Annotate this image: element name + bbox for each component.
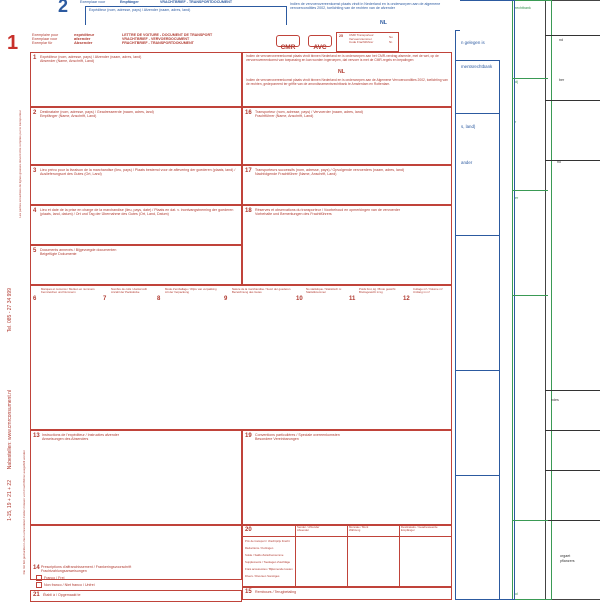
column-number: 6 [33, 296, 37, 302]
box-number: 3 [33, 168, 37, 174]
box-2-consignee[interactable] [30, 107, 242, 165]
table20-row-label: Divers / Diversen Sonstiges [245, 574, 280, 578]
title-line: FRACHTBRIEF - TRANSPORTDOKUMENT [122, 41, 194, 46]
green-label: d) [515, 80, 519, 84]
goods-table[interactable] [30, 285, 452, 430]
title-line: VRACHTBRIEF - VERVOERDOCUMENT [122, 37, 190, 42]
table20-row-labels [245, 538, 295, 580]
non-franco-label: Non franco / Niet franco / Unfrei [44, 582, 95, 587]
column-number: 12 [403, 296, 410, 302]
top-sheet-nl-note: Indien de vervoerovereenkomst plaats vindt in Nederland en is onderworpen aan de algemene vervoercondities 2002, toelichting van de rechten van de afzender [290, 2, 441, 11]
table20-row-label: Prix de transport / Vrachtprijs Fracht [245, 539, 290, 543]
copy-labels [32, 33, 72, 46]
copy-value: expéditeur [74, 32, 95, 37]
column-label: Nature de la marchandise / Soort der goederen Bezeichnung des Gutes [232, 287, 291, 295]
dark-label: nd [559, 38, 563, 42]
column-11 [349, 287, 401, 305]
dark-sheet-lines [545, 0, 600, 600]
copy-values [74, 33, 114, 46]
payment-options [36, 575, 176, 588]
top-sheet-copy-value: Empfänger [120, 0, 139, 4]
column-number: 8 [157, 296, 161, 302]
box-label: Transporteurs successifs (nom, adresse, pays) / Opvolgende vervoerders (naam, adres, land) Nachfolgende Frachtführer (Name, Anschrift, Land) [255, 168, 405, 177]
top-sheet-header: VRACHTBRIEF - TRANSPORTDOCUMENT [160, 0, 233, 4]
box-13-sender-instructions[interactable] [30, 430, 242, 525]
nl-clause-box [242, 52, 452, 107]
column-8 [157, 287, 223, 305]
cmr-text: CMR [280, 44, 296, 51]
dark-label: no [557, 160, 561, 164]
column-label: Cubage m³ / Volume m³ Umfang in m³ [413, 287, 443, 295]
bottom-label: pflanzers [560, 559, 575, 563]
box-25-line: Vervoersnummer [349, 36, 372, 41]
side-note-de: Die mit fett gedruckten Linien umrandeten Felder müssen vom Frachtführer ausgefüllt werden [22, 450, 26, 575]
blue-label: n gelegen is [461, 40, 485, 45]
box-5-documents[interactable] [30, 245, 242, 285]
copy-line: Exemplaar voor [32, 37, 58, 42]
table20-row-label: Réductions / Kortingen [245, 546, 274, 550]
box-25-line: Code Frachtführer [349, 40, 374, 45]
top-sheet-number: 2 [58, 0, 69, 16]
nl-clause-1: Indien de vervoerovereenkomst plaats vindt binnen Nederland en is onderworpen aan het CMR-verdrag alsmede, met de wet, op de vervoerovereenkomst van toepassing en kan worden ingeroepen, dat vervoer is met de CMR-regels en bepalingen [246, 54, 439, 62]
table20-row-label: Frais accessoires / Bijkomende kosten [245, 567, 293, 571]
column-number: 7 [103, 296, 107, 302]
box-25-no: No [389, 35, 393, 39]
column-7 [103, 287, 155, 305]
column-12 [403, 287, 451, 305]
box-number: 5 [33, 248, 37, 254]
box-number: 20 [245, 527, 252, 533]
box-number: 14 [33, 565, 40, 571]
top-sheet-field-label: Expéditeur (nom, adresse, pays) / Afzender (naam, adres, land) [89, 8, 191, 12]
box-1-sender[interactable] [30, 52, 242, 107]
green-label: r [515, 120, 517, 124]
box-label: Lieu et date de la prise en charge de la marchandise (lieu, pays, date) / Plaats en dat. v. inontvangstneming der goederen (plaats, land, datum) / Ort und Tag der Übernahme des Gutes (Ort, Land, Datum) [40, 208, 234, 217]
green-label: er [515, 196, 519, 200]
top-sheet-nl: NL [380, 20, 387, 26]
title-line: LETTRE DE VOITURE - DOCUMENT DE TRANSPORT [122, 33, 213, 37]
box-label: Instructions de l'expéditeur / Instructies afzender Anweisungen des Absenders [42, 433, 119, 442]
box-number: 17 [245, 168, 252, 174]
column-label: Poids brut, kg / Bruto gewicht Bruttogewicht in kg [359, 287, 396, 295]
top-sheet-copy-label: Exemplaar voor [80, 0, 106, 4]
copy-line: Exemplaire pour [32, 33, 59, 37]
sheet-range-text: 1-15, 19 + 21 + 22 [7, 480, 13, 521]
box-number: 1 [33, 55, 37, 61]
box-25-nr: Nr. [389, 40, 393, 44]
copy-value: afzender [74, 36, 91, 42]
box-number: 4 [33, 208, 37, 214]
box-number: 16 [245, 110, 252, 116]
franco-checkbox[interactable] [36, 575, 42, 581]
table20-header: Monnaie / Munt Währung [349, 525, 369, 533]
avc-text: AVC [313, 44, 327, 51]
cmr-badge [276, 35, 300, 51]
box-21-established[interactable] [30, 590, 242, 602]
blue-label: s, land) [461, 124, 476, 129]
avc-badge [308, 35, 332, 51]
box-number: 13 [33, 433, 40, 439]
column-label: Marques et numéros / Merken en nummers Kennzeichen und Nummern [41, 287, 95, 295]
column-number: 9 [224, 296, 228, 302]
blue-label: ander [461, 160, 473, 165]
non-franco-checkbox[interactable] [36, 582, 42, 588]
box-20-charges-table[interactable] [242, 525, 452, 587]
box-label: Rembours / Terugbetaling [255, 590, 297, 594]
bottom-label: orgaet [560, 554, 571, 558]
nl-mark: NL [338, 69, 345, 75]
column-number: 11 [349, 296, 356, 302]
box-label: Prescriptions d'affranchissement / Frankeringsvoorschrift Frachtzahlungsanweisungen [41, 565, 132, 574]
box-18-carrier-remarks[interactable] [242, 205, 452, 285]
blue-sheet-lines [455, 0, 515, 600]
box-25-number: 25 [339, 34, 343, 38]
dark-label: ber [559, 78, 565, 82]
column-label: Mode d'emballage / Wijze van verpakking Art der Verpackung [165, 287, 217, 295]
box-number: 18 [245, 208, 252, 214]
box-19-special-agreements[interactable] [242, 430, 452, 525]
box-label: Destinataire (nom, adresse, pays) / Geadresseerde (naam, adres, land) Empfänger (Name, Anschrift, Land) [40, 110, 154, 119]
main-sheet-number: 1 [7, 32, 19, 54]
green-sheet-lines [512, 0, 552, 600]
dark-label: ndes [551, 398, 559, 402]
box-15-cash-on-delivery[interactable] [242, 587, 452, 600]
box-number: 19 [245, 433, 252, 439]
column-10 [296, 287, 346, 305]
box-25 [336, 32, 399, 52]
blue-label: mentsrechtbank [461, 64, 493, 69]
top-sheet [40, 0, 460, 31]
green-label: ol [515, 592, 518, 596]
box-number: 21 [33, 592, 40, 598]
column-label: No statistique / Statistisch nr. Statistiknummer [306, 287, 342, 295]
column-label: Nombre de colis / Aantal colli Anzahl der Packstücke [111, 287, 147, 295]
table20-row-label: Solde / Saldo Zwischensumme [245, 553, 284, 557]
table20-header: Sender / Afzender Absender [297, 525, 320, 533]
box-number: 15 [245, 589, 252, 595]
box-label: Documents annexés / Bijgevoegde documenten Beigefügte Dokumente [40, 248, 117, 257]
green-label: rechtbank [515, 6, 531, 10]
box-label: Expéditeur (nom, adresse, pays) / Afzender (naam, adres, land) Absender (Name, Anschrift, Land) [40, 55, 142, 64]
table20-header: Destinataire / Geadresseerde Empfänger [401, 525, 438, 533]
box-16-carrier[interactable] [242, 107, 452, 165]
side-note-fr: Les parties encadrées de lignes grasses doivent être remplies par le transporteur [18, 110, 22, 218]
document-title [122, 33, 272, 46]
box-label: Réserves et observations du transporteur / Voorbehoud en opmerkingen van de vervoerder Vorbehalte und Bemerkungen des Frachtführers [255, 208, 401, 217]
column-9 [224, 287, 294, 305]
nl-clause-2: Indien de vervoerovereenkomst plaats vindt binnen Nederland en is onderworpen aan de Algemene Vervoercondities 2002, toelichting van de rechten, gedeponeerd ter griffie van de arrondissementsrechtbank te Amsterdam en Rotterdam. [246, 78, 448, 86]
box-number: 2 [33, 110, 37, 116]
goods-columns-header [31, 286, 451, 300]
box-label: Lieu prévu pour la livraison de la marchandise (lieu, pays) / Plaats bestemd voor de aflevering der goederen (plaats, land) / Auslieferungsort des Gutes (Ort, Land) [40, 168, 236, 177]
column-number: 10 [296, 296, 303, 302]
box-label: Établi à / Opgemaakt te [43, 593, 81, 597]
franco-label: Franco / Frei [44, 575, 65, 580]
box-25-line: CMR Transporteur [349, 33, 374, 37]
box-label: Conventions particulières / Speciale overeenkomsten Besondere Vereinbarungen [255, 433, 340, 442]
box-17-successive-carriers[interactable] [242, 165, 452, 205]
phone-text: Tel. 085 - 27 34 999 [7, 288, 13, 333]
box-3-delivery-place[interactable] [30, 165, 242, 205]
table20-row-label: Suppléments / Toeslagen Zuschläge [245, 560, 291, 564]
box-14-payment-instructions[interactable] [30, 525, 242, 580]
copy-line: Exemplar für [32, 41, 53, 46]
main-sheet [0, 30, 455, 600]
box-4-pickup-place-date[interactable] [30, 205, 242, 245]
copy-value: Absender [74, 40, 93, 46]
box-label: Transporteur (nom, adresse, pays) / Vervoerder (naam, adres, land) Frachtführer (Name, Anschrift, Land) [255, 110, 363, 119]
order-info-text: Nabestellen: www.cmrconsument.nl [7, 390, 13, 470]
column-6 [33, 287, 101, 305]
